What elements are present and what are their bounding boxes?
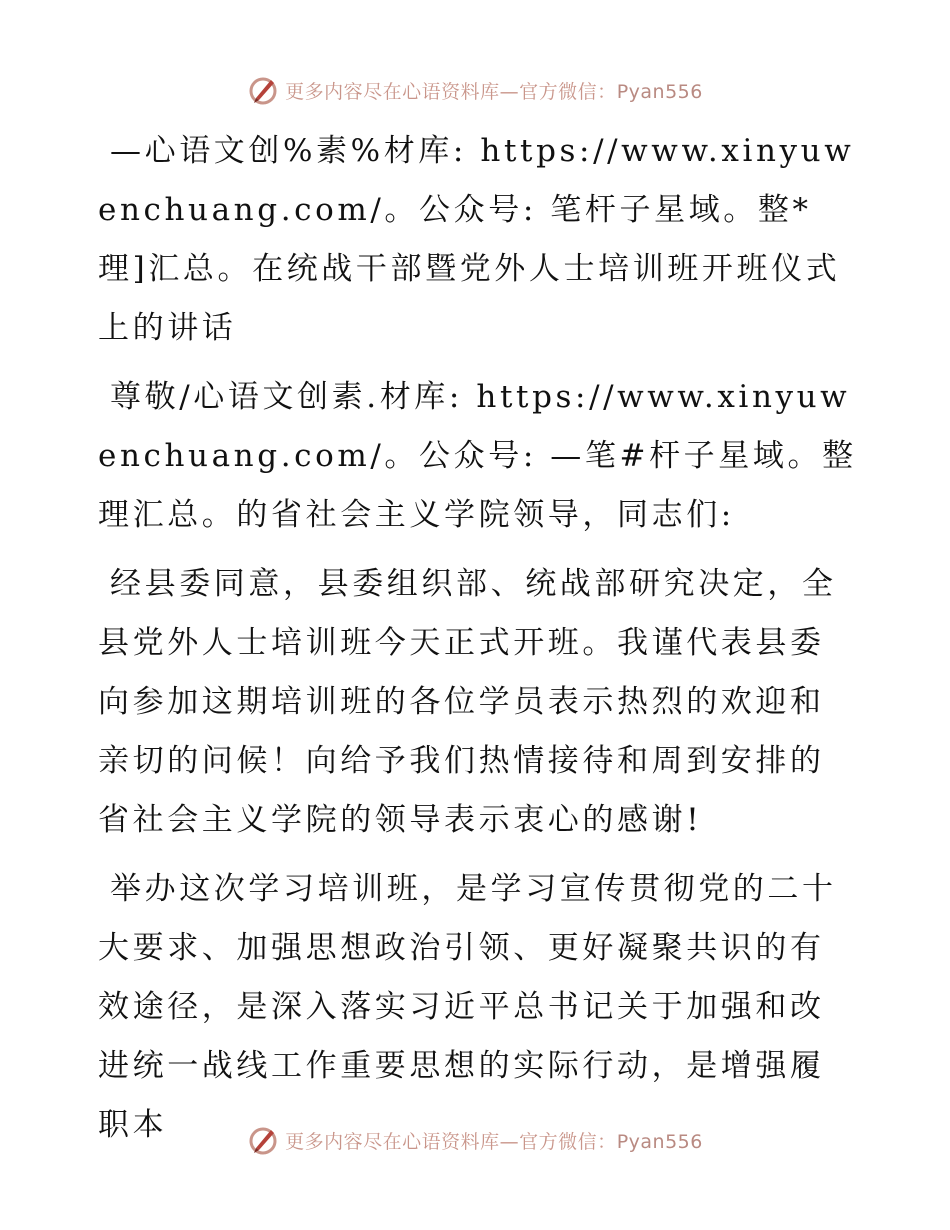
watermark-id: Pyan556	[616, 80, 703, 103]
watermark-id: Pyan556	[616, 1130, 703, 1153]
pen-logo-icon	[247, 74, 279, 106]
watermark-label: 官方微信：	[519, 80, 617, 103]
watermark-label: 官方微信：	[519, 1130, 617, 1153]
header-watermark	[0, 70, 950, 110]
watermark-main: 更多内容尽在心语资料库	[285, 1130, 500, 1153]
paragraph-salutation: 尊敬/心语文创素.材库: https://www.xinyuwenchuang.com/。公众号: —笔#杆子星域。整理汇总。的省社会主义学院领导，同志们:	[98, 379, 857, 533]
watermark-dash: —	[499, 80, 520, 103]
watermark-main: 更多内容尽在心语资料库	[285, 80, 500, 103]
paragraph-title: —心语文创%素%材库: https://www.xinyuwenchuang.com/。公众号: 笔杆子星域。整*理]汇总。在统战干部暨党外人士培训班开班仪式上的讲话	[98, 133, 855, 346]
watermark-text	[285, 77, 703, 104]
paragraph-purpose: 举办这次学习培训班，是学习宣传贯彻党的二十大要求、加强思想政治引领、更好凝聚共识的有效途径，是深入落实习近平总书记关于加强和改进统一战线工作重要思想的实际行动，是增强履职本	[98, 871, 837, 1143]
paragraph-opening: 经县委同意，县委组织部、统战部研究决定，全县党外人士培训班今天正式开班。我谨代表县委向参加这期培训班的各位学员表示热烈的欢迎和亲切的问候！向给予我们热情接待和周到安排的省社会主义学院的领导表示衷心的感谢!	[98, 566, 837, 838]
pen-logo-icon	[247, 1124, 279, 1156]
footer-watermark	[0, 1120, 950, 1160]
watermark-dash: —	[499, 1130, 520, 1153]
document-body	[98, 122, 858, 1165]
watermark-text	[285, 1127, 703, 1154]
